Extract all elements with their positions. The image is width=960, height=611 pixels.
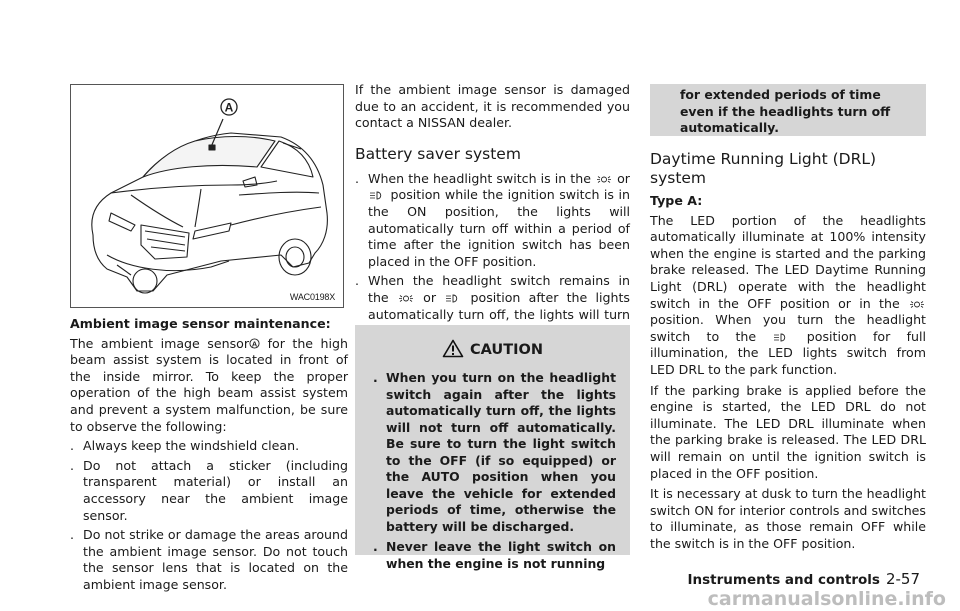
headlight-icon (444, 294, 462, 303)
parking-light-icon (595, 175, 613, 184)
figure-code: WAC0198X (289, 292, 335, 302)
caution-title: CAUTION (355, 338, 630, 362)
list-item: . When the headlight switch is in the or position while the ignition switch is in the ON position, the lights will automatically turn off within a period of time after the ignition switch has been placed in the OFF position. (355, 170, 630, 269)
section-name: Instruments and controls (687, 572, 880, 588)
warning-triangle-icon (442, 339, 464, 358)
column-3 (650, 150, 926, 552)
battery-saver-heading: Battery saver system (355, 144, 521, 163)
maintenance-heading: Ambient image sensor maintenance: (70, 316, 331, 331)
callout-a-label: A (224, 100, 234, 115)
svg-text:A: A (251, 338, 258, 348)
headlight-icon (772, 333, 790, 342)
drl-heading: Daytime Running Light (DRL) system (650, 150, 877, 187)
list-item: . Do not attach a sticker (including transparent material) or install an accessory near the ambient image sensor. (70, 457, 348, 523)
car-drawing (71, 85, 343, 307)
list-item: . When the headlight switch remains in the or position after the lights automatically turn off, the lights will turn (355, 273, 630, 322)
column-2 (355, 82, 630, 359)
callout-a-icon (249, 338, 260, 349)
sensor-intro-a: The ambient image sensor (70, 335, 250, 351)
page-footer (688, 570, 920, 588)
list-item: . Always keep the windshield clean. (70, 438, 300, 454)
list-item: . Do not strike or damage the areas around the ambient image sensor. Do not touch the sensor lens that is located on the ambient image sensor. (70, 527, 348, 592)
parking-light-icon (908, 300, 926, 309)
caution-continuation: for extended periods of time even if the headlights turn off automatically. (680, 87, 891, 135)
headlight-icon (368, 191, 386, 200)
sensor-intro (70, 336, 348, 436)
damage-note: If the ambient image sensor is damaged due to an accident, it is recommended you contact a NISSAN dealer. (355, 82, 630, 131)
list-item: . When you turn on the headlight switch again after the lights automatically turn off, the lights will not turn off automatically. Be sure to turn the light switch to the OFF (if so equipped) or the AUTO position when you leave the vehicle for extended periods of time, otherwise the battery will be discharged. (373, 370, 616, 534)
caution-continuation-box (650, 84, 926, 136)
column-1 (70, 316, 348, 597)
car-illustration-figure (70, 84, 344, 308)
list-item: . Never leave the light switch on when the engine is not running (373, 539, 616, 571)
page-number: 2-57 (885, 570, 920, 588)
watermark: carmanualsonline.info (707, 588, 946, 610)
type-label: Type A: (650, 193, 703, 208)
drl-paragraph-3: It is necessary at dusk to turn the headlight switch ON for interior controls and switches to illuminate, as those remain OFF while the switch is in the OFF position. (650, 486, 926, 551)
caution-box (355, 325, 630, 571)
sensor-intro-b: for the high beam assist system is located in front of the inside mirror. To keep the proper operation of the high beam assist system and prevent a system malfunction, be sure to observe the following: (70, 335, 349, 434)
parking-light-icon (397, 294, 415, 303)
drl-paragraph-2: If the parking brake is applied before the engine is started, the LED DRL do not illuminate. The LED DRL illuminate when the parking brake is released. The LED DRL will remain on until the ignition switch is placed in the OFF position. (650, 382, 926, 481)
drl-paragraph-1: The LED portion of the headlights automatically illuminate at 100% intensity when the engine is started and the parking brake released. The LED Daytime Running Light (DRL) operate with the headlight switch in the OFF position or in the position. When you turn the headlight switch to the position for full illumination, the LED lights switch from LED DRL to the park function. (650, 212, 926, 377)
